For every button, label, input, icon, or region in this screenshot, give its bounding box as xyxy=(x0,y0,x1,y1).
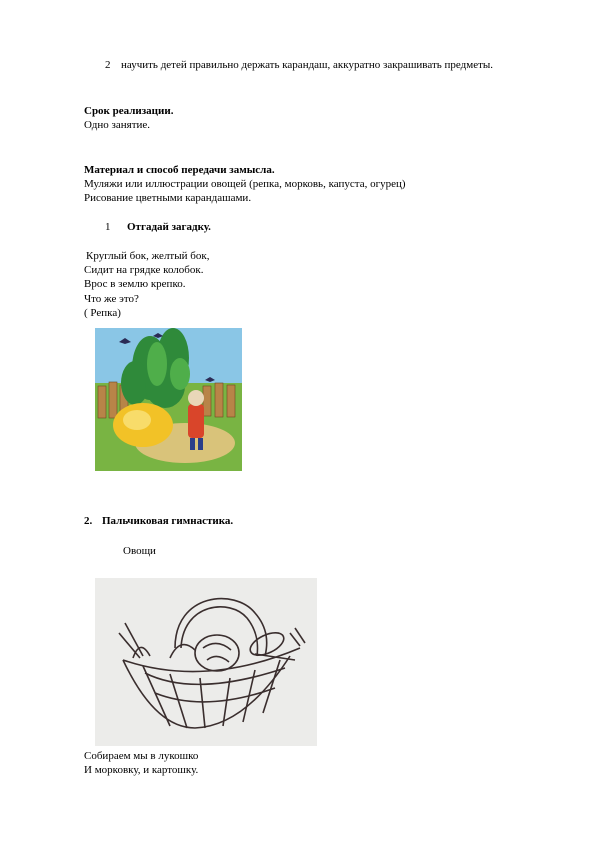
list-number: 1 xyxy=(105,221,111,233)
riddle-answer: ( Репка) xyxy=(84,307,121,319)
term-text: Одно занятие. xyxy=(84,119,151,131)
verse-line: И морковку, и картошку. xyxy=(84,764,199,776)
verse-line: Собираем мы в лукошко xyxy=(84,750,199,762)
section-heading-term: Срок реализации. xyxy=(84,105,174,117)
riddle-line: Круглый бок, желтый бок, xyxy=(86,250,210,262)
list-item-text: научить детей правильно держать карандаш, аккуратно закрашивать предметы. xyxy=(121,59,494,71)
gymnastics-subtitle: Овощи xyxy=(123,545,156,557)
riddle-line: Врос в землю крепко. xyxy=(84,278,186,290)
turnip-illustration xyxy=(95,328,242,471)
material-line-2: Рисование цветными карандашами. xyxy=(84,192,252,204)
vegetable-basket-illustration xyxy=(95,578,317,746)
riddle-line: Сидит на грядке колобок. xyxy=(84,264,204,276)
section-heading-riddle: Отгадай загадку. xyxy=(127,221,211,233)
list-number: 2. xyxy=(84,515,93,527)
material-line-1: Муляжи или иллюстрации овощей (репка, морковь, капуста, огурец) xyxy=(84,178,406,190)
riddle-line: Что же это? xyxy=(84,293,139,305)
section-heading-gymnastics: Пальчиковая гимнастика. xyxy=(102,515,234,527)
section-heading-material: Материал и способ передачи замысла. xyxy=(84,164,275,176)
list-number: 2 xyxy=(105,59,111,71)
